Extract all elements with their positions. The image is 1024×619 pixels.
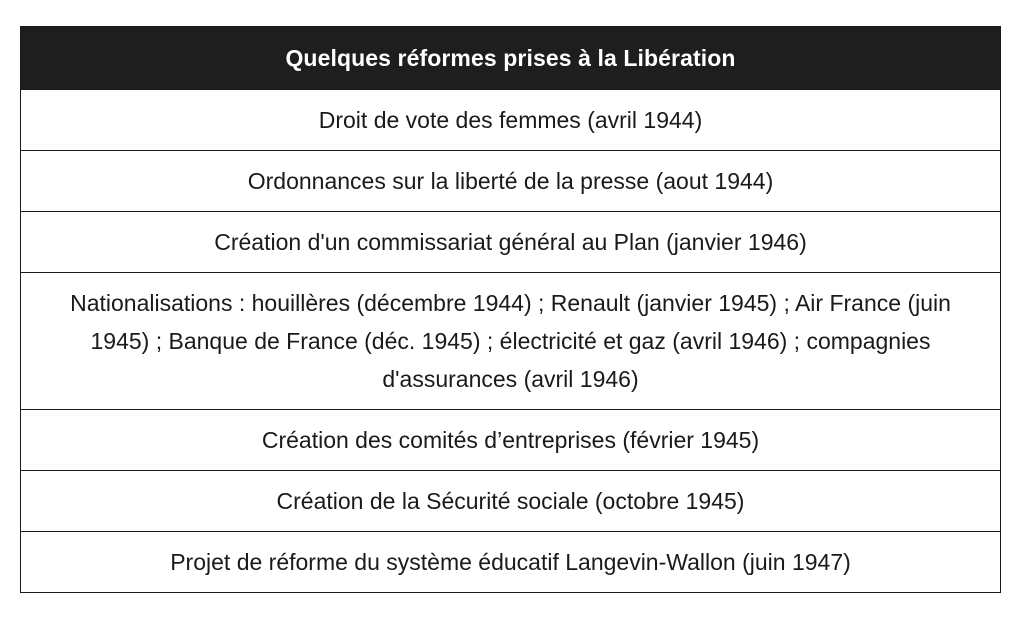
row-text-education-reform: Projet de réforme du système éducatif Langevin-Wallon (juin 1947) (170, 549, 851, 575)
row-text-voting-rights: Droit de vote des femmes (avril 1944) (318, 107, 703, 133)
table-title: Quelques réformes prises à la Libération (285, 44, 736, 71)
table-row (21, 272, 1000, 409)
table-row (21, 531, 1000, 592)
table-row (21, 150, 1000, 211)
table-header (21, 27, 1000, 89)
row-text-press-freedom: Ordonnances sur la liberté de la presse (aout 1944) (247, 168, 774, 194)
row-text-planning-commission: Création d'un commissariat général au Plan (janvier 1946) (214, 229, 807, 255)
table-row (21, 89, 1000, 150)
row-text-social-security: Création de la Sécurité sociale (octobre 1945) (276, 488, 745, 514)
row-text-nationalisations: Nationalisations : houillères (décembre 1944) ; Renault (janvier 1945) ; Air France (juin 1945) ; Banque de France (déc. 1945) ; électricité et gaz (avril 1946) ; compagnies d'assurances (avril 1946) (70, 290, 951, 392)
table-row (21, 409, 1000, 470)
table-row (21, 211, 1000, 272)
table-row (21, 470, 1000, 531)
reforms-table (20, 26, 1001, 593)
row-text-works-councils: Création des comités d’entreprises (février 1945) (261, 427, 760, 453)
